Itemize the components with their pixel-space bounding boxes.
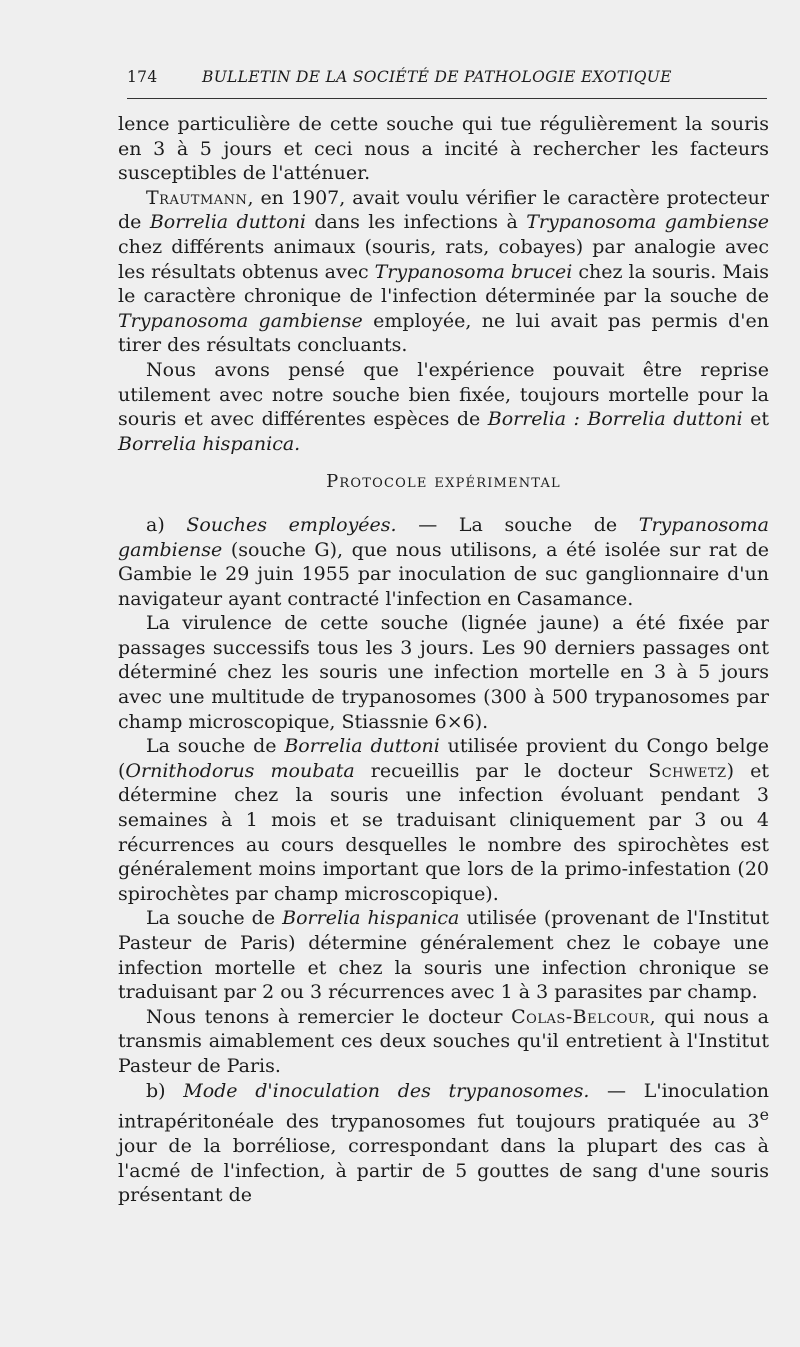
- author-name: Trautmann: [146, 186, 248, 209]
- paragraph-3: Nous avons pensé que l'expérience pouvait être reprise utilement avec notre souche bien fixée, toujours mortelle pour la souris et avec différentes espèces de Borrelia : Borrelia duttoni et Borrelia hispanica.: [118, 358, 769, 455]
- paragraph-1: lence particulière de cette souche qui tue régulièrement la souris en 3 à 5 jours et ceci nous a incité à rechercher les facteurs susceptibles de l'atténuer.: [118, 113, 769, 185]
- paragraph-5: La virulence de cette souche (lignée jaune) a été fixée par passages successifs tous les 3 jours. Les 90 derniers passages ont déterminé chez les souris une infection mortelle en 3 à 5 jours avec une multitude de trypanosomes (300 à 500 trypanosomes par champ microscopique, Stiassnie 6×6).: [118, 612, 769, 733]
- paragraph-4: a) Souches employées. — La souche de Trypanosoma gambiense (souche G), que nous utilisons, a été isolée sur rat de Gambie le 29 juin 1955 par inoculation de suc ganglionnaire d'un navigateur ayant contracté l'infection en Casamance.: [118, 513, 769, 610]
- paragraph-2: Trautmann, en 1907, avait voulu vérifier le caractère protecteur de Borrelia duttoni dans les infections à Trypanosoma gambiense chez différents animaux (souris, rats, cobayes) par analogie avec les résultats obtenus avec Trypanosoma brucei chez la souris. Mais le caractère chronique de l'infection déterminée par la souche de Trypanosoma gambiense employée, ne lui avait pas permis d'en tirer des résultats concluants.: [118, 186, 770, 357]
- paragraph-8: Nous tenons à remercier le docteur Colas-Belcour, qui nous a transmis aimablement ces deux souches qu'il entretient à l'Institut Pasteur de Paris.: [118, 1005, 770, 1077]
- paragraph-9: b) Mode d'inoculation des trypanosomes. — L'inoculation intrapéritonéale des trypanosomes fut toujours pratiquée au 3e jour de la borréliose, correspondant dans la plupart des cas à l'acmé de l'infection, à partir de 5 gouttes de sang d'une souris présentant de: [118, 1079, 769, 1207]
- header-rule: [127, 98, 767, 99]
- section-heading: Protocole expérimental: [326, 471, 561, 493]
- body-text: [118, 112, 769, 1208]
- page-number: 174: [127, 68, 158, 86]
- paragraph-7: La souche de Borrelia hispanica utilisée (provenant de l'Institut Pasteur de Paris) détermine généralement chez le cobaye une infection mortelle et chez la souris une infection chronique se traduisant par 2 ou 3 récurrences avec 1 à 3 parasites par champ.: [118, 907, 769, 1004]
- paragraph-6: La souche de Borrelia duttoni utilisée provient du Congo belge (Ornithodorus moubata recueillis par le docteur Schwetz) et détermine chez la souris une infection évoluant pendant 3 semaines à 1 mois et se traduisant cliniquement par 3 ou 4 récurrences au cours desquelles le nombre des spirochètes est généralement moins important que lors de la primo-infestation (20 spirochètes par champ microscopique).: [118, 735, 769, 905]
- running-title: BULLETIN DE LA SOCIÉTÉ DE PATHOLOGIE EXOTIQUE: [202, 68, 672, 86]
